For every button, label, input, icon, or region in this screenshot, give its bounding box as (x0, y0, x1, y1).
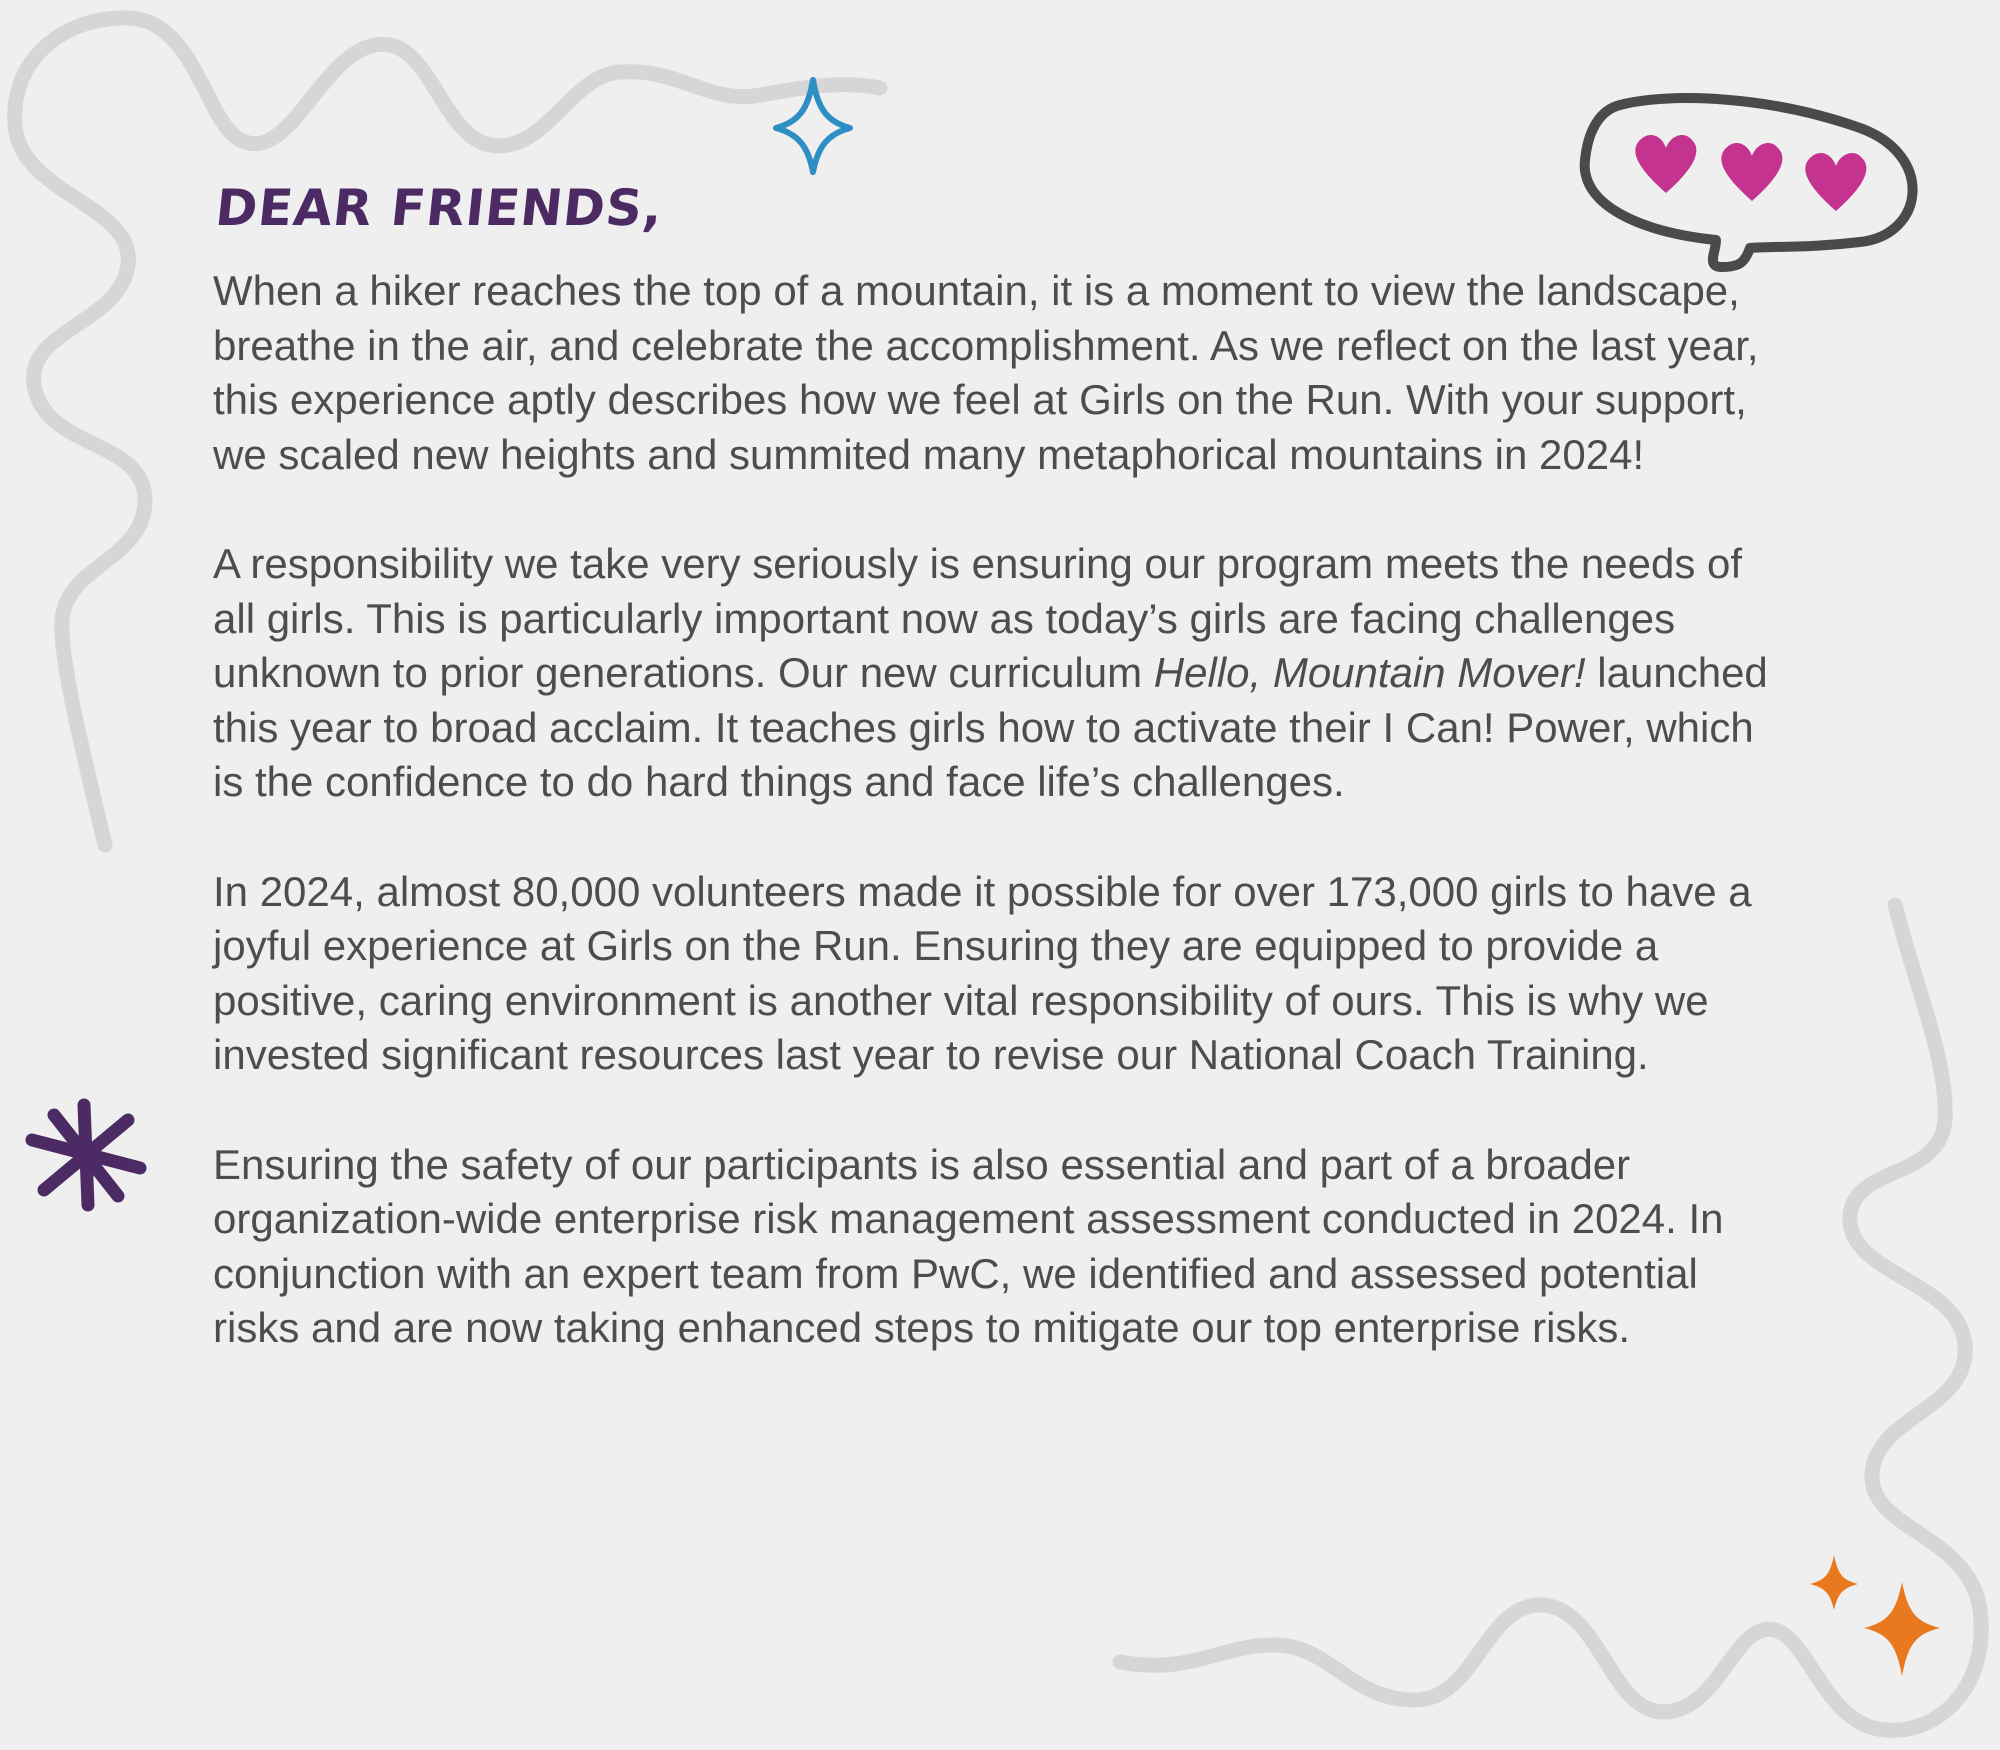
paragraph-1: When a hiker reaches the top of a mountain, it is a moment to view the landscape, breathe in the air, and celebrate the accomplishment. As we reflect on the last year, this experience aptly describes how we feel at Girls on the Run. With your support, we scaled new heights and summited many metaphorical mountains in 2024! (213, 267, 1759, 478)
paragraph-2-text-start: A responsibility we take very seriously is ensuring our program meets the needs of all girls. This is particularly important now as today’s girls are facing challenges unknown to prior generations. Our new curriculum (213, 540, 1743, 696)
asterisk-icon (32, 1105, 140, 1205)
greeting-heading: DEAR FRIENDS, (212, 179, 667, 237)
orange-sparkle-icon (1810, 1555, 1940, 1676)
paragraph-3: In 2024, almost 80,000 volunteers made it possible for over 173,000 girls to have a joyful experience at Girls on the Run. Ensuring they are equipped to provide a positive, caring environment is another vital responsibility of ours. This is why we invested significant resources last year to revise our National Coach Training. (213, 867, 1752, 1078)
paragraph-2 (213, 537, 1793, 810)
paragraph-4: Ensuring the safety of our participants is also essential and part of a broader organization-wide enterprise risk management assessment conducted in 2024. In conjunction with an expert team from PwC, we identified and assessed potential risks and are now taking enhanced steps to mitigate our top enterprise risks. (213, 1140, 1724, 1351)
letter-body (213, 180, 1793, 1411)
heart-icon (1805, 153, 1866, 211)
curriculum-title: Hello, Mountain Mover! (1153, 649, 1586, 696)
paragraph-2-text-end: launched this year to broad acclaim. It teaches girls how to activate their I Can! Power, which is the confidence to do hard things and face life’s challenges. (213, 649, 1768, 805)
